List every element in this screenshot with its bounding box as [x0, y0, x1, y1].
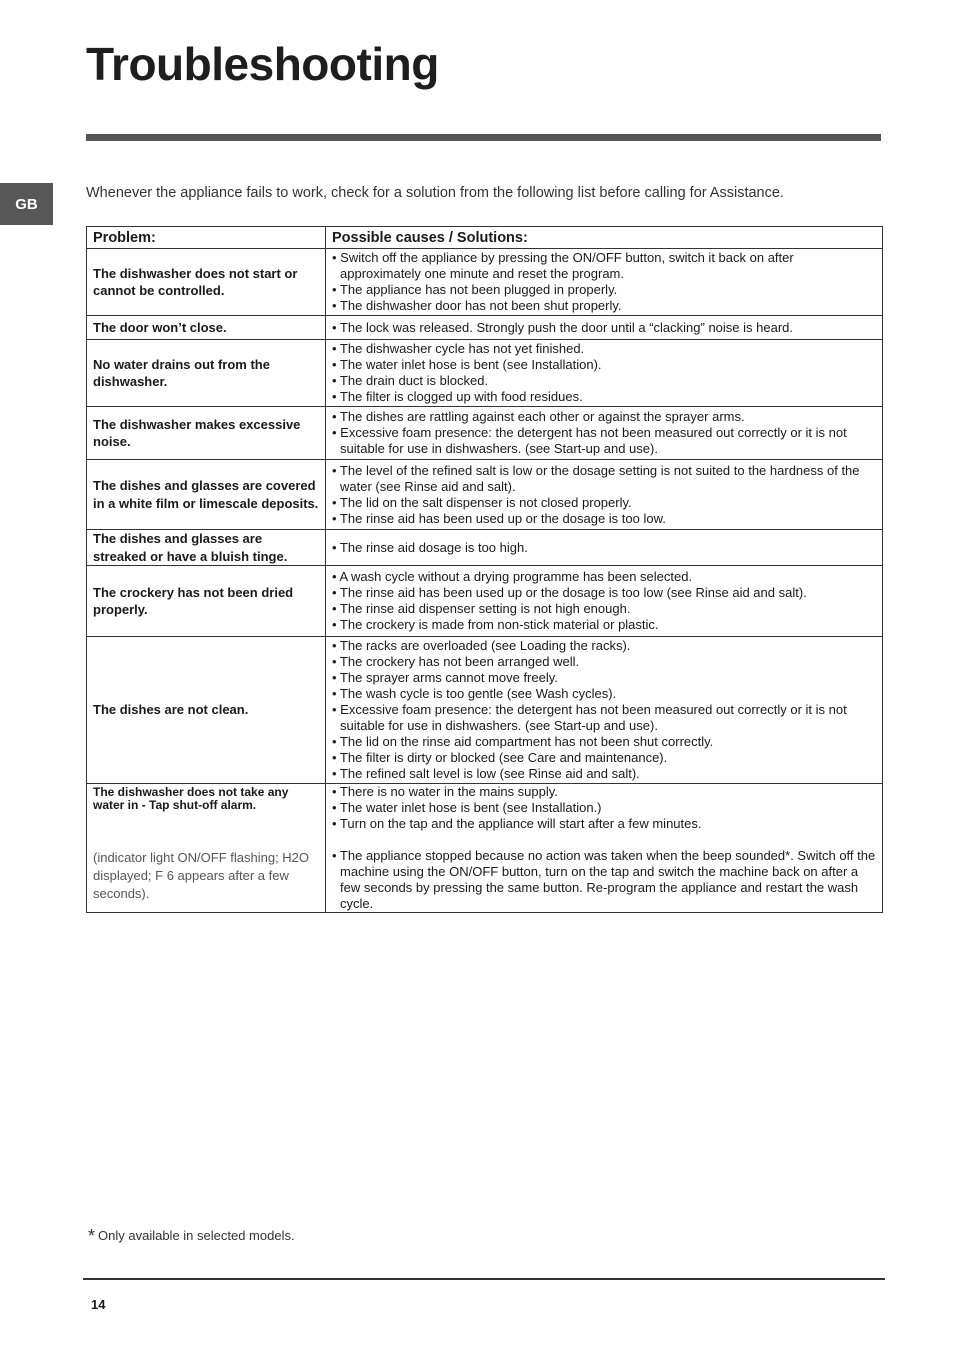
problem-column-header: Problem: [87, 227, 326, 249]
solutions-cell [326, 460, 883, 530]
table-row [87, 407, 883, 460]
solutions-cell [326, 316, 883, 340]
problem-cell: The crockery has not been dried properly. [87, 566, 326, 637]
solution-item: • A wash cycle without a drying programme has been selected. [332, 569, 693, 584]
solution-item: • The appliance stopped because no action was taken when the beep sounded*. Switch off the machine using the ON/OFF button, turn on the tap and switch the machine back on after a few seconds by pressing the same button. Re-program the appliance and restart the wash cycle. [332, 848, 876, 911]
solution-item: • The sprayer arms cannot move freely. [332, 670, 558, 685]
language-tab: GB [0, 183, 53, 225]
solution-item: • The wash cycle is too gentle (see Wash cycles). [332, 686, 617, 701]
solution-item: • The appliance has not been plugged in properly. [332, 282, 618, 297]
solution-item: • The crockery is made from non-stick material or plastic. [332, 617, 659, 632]
solution-item: • The dishwasher door has not been shut properly. [332, 298, 622, 313]
solution-item: • The lock was released. Strongly push the door until a “clacking” noise is heard. [332, 319, 793, 335]
solution-item: • The dishwasher cycle has not yet finished. [332, 341, 585, 356]
solution-item: • The filter is dirty or blocked (see Care and maintenance). [332, 750, 668, 765]
title-divider [86, 134, 881, 141]
solution-item: • The rinse aid has been used up or the dosage is too low. [332, 510, 666, 526]
solution-item: • Turn on the tap and the appliance will start after a few minutes. [332, 816, 702, 831]
problem-cell: No water drains out from the dishwasher. [87, 340, 326, 407]
table-row [87, 249, 883, 316]
solution-item: • The dishes are rattling against each other or against the sprayer arms. [332, 409, 745, 424]
solution-item: • The water inlet hose is bent (see Installation.) [332, 800, 602, 815]
solution-item: • The lid on the rinse aid compartment has not been shut correctly. [332, 734, 714, 749]
solutions-cell [326, 340, 883, 407]
solution-item: • The rinse aid has been used up or the dosage is too low (see Rinse aid and salt). [332, 585, 807, 600]
problem-cell: The dishes are not clean. [87, 637, 326, 784]
table-row [87, 340, 883, 407]
solution-item: • The rinse aid dosage is too high. [332, 539, 528, 555]
solutions-column-header: Possible causes / Solutions: [326, 227, 883, 249]
problem-cell: The dishwasher makes excessive noise. [87, 407, 326, 460]
solution-item: • The lid on the salt dispenser is not closed properly. [332, 494, 632, 510]
table-row [87, 316, 883, 340]
problem-text: The dishwasher does not take any water in - Tap shut-off alarm. [93, 784, 289, 812]
solution-item: • The level of the refined salt is low or the dosage setting is not suited to the hardness of the water (see Rinse aid and salt). [332, 462, 860, 494]
page-number: 14 [91, 1297, 106, 1312]
table-row-tap-alarm [87, 784, 883, 913]
problem-cell [87, 784, 326, 913]
solutions-cell [326, 637, 883, 784]
solutions-cell [326, 407, 883, 460]
footnote-text: Only available in selected models. [98, 1228, 295, 1243]
problem-cell: The dishes and glasses are covered in a white film or limescale deposits. [87, 460, 326, 530]
solution-item: • The refined salt level is low (see Rinse aid and salt). [332, 766, 640, 781]
page-title: Troubleshooting [86, 38, 439, 90]
solutions-cell [326, 566, 883, 637]
solution-item: • The rinse aid dispenser setting is not high enough. [332, 601, 631, 616]
solution-item: • The drain duct is blocked. [332, 373, 489, 388]
footnote-symbol: * [88, 1226, 96, 1246]
solution-item: • The racks are overloaded (see Loading the racks). [332, 638, 631, 653]
intro-text: Whenever the appliance fails to work, check for a solution from the following list before calling for Assistance. [86, 185, 784, 201]
solutions-cell [326, 249, 883, 316]
solution-item: • The water inlet hose is bent (see Installation). [332, 357, 602, 372]
solution-item: • Switch off the appliance by pressing the ON/OFF button, switch it back on after approximately one minute and reset the program. [332, 250, 794, 281]
solution-item: • The crockery has not been arranged well. [332, 654, 580, 669]
table-row [87, 637, 883, 784]
solutions-cell [326, 784, 883, 913]
table-row [87, 460, 883, 530]
table-row [87, 530, 883, 566]
problem-cell: The dishes and glasses are streaked or have a bluish tinge. [87, 530, 326, 566]
solution-item: • There is no water in the mains supply. [332, 784, 558, 799]
problem-cell: The dishwasher does not start or cannot be controlled. [87, 249, 326, 316]
indicator-note: (indicator light ON/OFF flashing; H2O displayed; F 6 appears after a few seconds). [93, 849, 310, 901]
solution-item: • Excessive foam presence: the detergent has not been measured out correctly or it is not suitable for use in dishwashers. (see Start-up and use). [332, 425, 847, 456]
solution-item: • Excessive foam presence: the detergent has not been measured out correctly or it is not suitable for use in dishwashers. (see Start-up and use). [332, 702, 847, 733]
footer-divider [83, 1278, 885, 1280]
troubleshooting-table [86, 226, 883, 913]
footnote [88, 1228, 295, 1249]
solutions-cell [326, 530, 883, 566]
table-row [87, 566, 883, 637]
problem-cell: The door won’t close. [87, 316, 326, 340]
table-header-row [87, 227, 883, 249]
solution-item: • The filter is clogged up with food residues. [332, 389, 583, 404]
